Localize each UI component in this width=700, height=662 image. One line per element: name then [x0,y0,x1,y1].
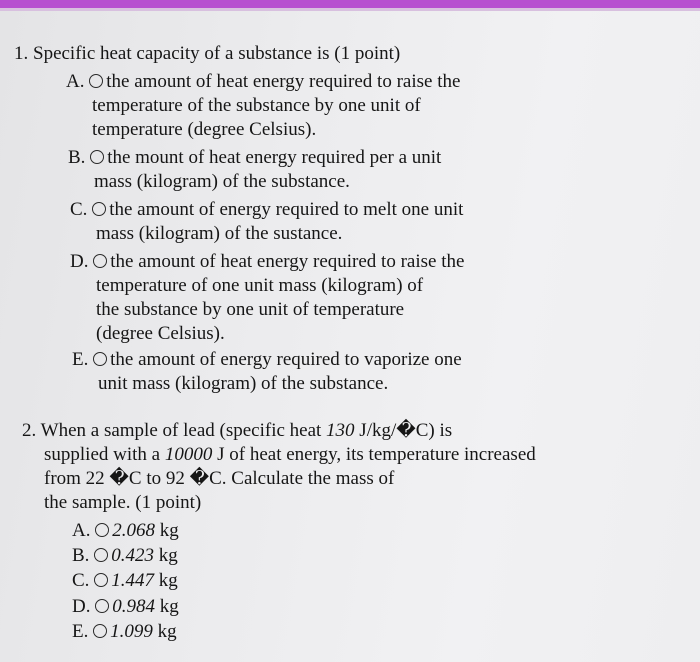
radio-button[interactable] [93,254,107,268]
radio-button[interactable] [90,150,104,164]
radio-button[interactable] [92,202,106,216]
option-text: the substance by one unit of temperature [96,299,405,320]
radio-button[interactable] [94,573,108,587]
option-letter: D. [70,251,89,272]
q2-option-e[interactable] [72,620,177,644]
q2-option-a[interactable] [72,519,179,543]
option-letter: C. [72,570,90,591]
option-unit: kg [154,596,179,617]
option-letter: D. [72,596,91,617]
radio-button[interactable] [95,523,109,537]
q2-stem-line: supplied with a 10000 J of heat energy, its temperature increased [44,444,536,465]
option-letter: A. [72,520,91,541]
q1-option-e[interactable] [72,348,462,372]
option-letter: B. [68,147,86,168]
q2-option-b[interactable] [72,544,178,568]
q2-stem-line: from 22 �C to 92 �C. Calculate the mass of [44,468,395,489]
option-value: 1.099 [110,621,153,642]
option-text: temperature (degree Celsius). [92,119,317,140]
option-unit: kg [153,545,178,566]
radio-button[interactable] [93,624,107,638]
option-letter: E. [72,621,89,642]
option-value: 2.068 [112,520,155,541]
option-text: unit mass (kilogram) of the substance. [98,373,389,394]
q1-option-b[interactable] [68,146,441,170]
radio-button[interactable] [89,74,103,88]
option-text: the amount of heat energy required to raise the [110,251,465,272]
q1-option-d[interactable] [70,250,464,274]
radio-button[interactable] [93,352,107,366]
option-text: the amount of energy required to melt one unit [109,199,464,220]
option-text: the mount of heat energy required per a unit [107,147,442,168]
option-letter: A. [66,71,85,92]
option-text: mass (kilogram) of the sustance. [96,223,343,244]
top-accent-bar [0,0,700,11]
option-text: the amount of energy required to vaporize one [110,349,462,370]
option-unit: kg [152,621,177,642]
option-value: 1.447 [111,570,154,591]
option-letter: B. [72,545,90,566]
q2-option-c[interactable] [72,569,178,593]
option-letter: E. [72,349,89,370]
q2-stem-line: the sample. (1 point) [44,492,202,513]
q1-option-c[interactable] [70,198,463,222]
q1-option-a[interactable] [66,70,460,94]
option-letter: C. [70,199,88,220]
radio-button[interactable] [94,548,108,562]
option-value: 0.984 [112,596,155,617]
option-unit: kg [153,570,178,591]
option-unit: kg [154,520,179,541]
option-text: (degree Celsius). [96,323,225,344]
q1-stem: 1. Specific heat capacity of a substance is (1 point) [14,43,401,64]
option-text: temperature of the substance by one unit of [92,95,421,116]
option-text: temperature of one unit mass (kilogram) of [96,275,424,296]
option-text: mass (kilogram) of the substance. [94,171,350,192]
option-text: the amount of heat energy required to raise the [106,71,461,92]
radio-button[interactable] [95,599,109,613]
q2-option-d[interactable] [72,595,179,619]
q2-stem-line: 2. When a sample of lead (specific heat 130 J/kg/�C) is [22,420,453,441]
option-value: 0.423 [111,545,154,566]
